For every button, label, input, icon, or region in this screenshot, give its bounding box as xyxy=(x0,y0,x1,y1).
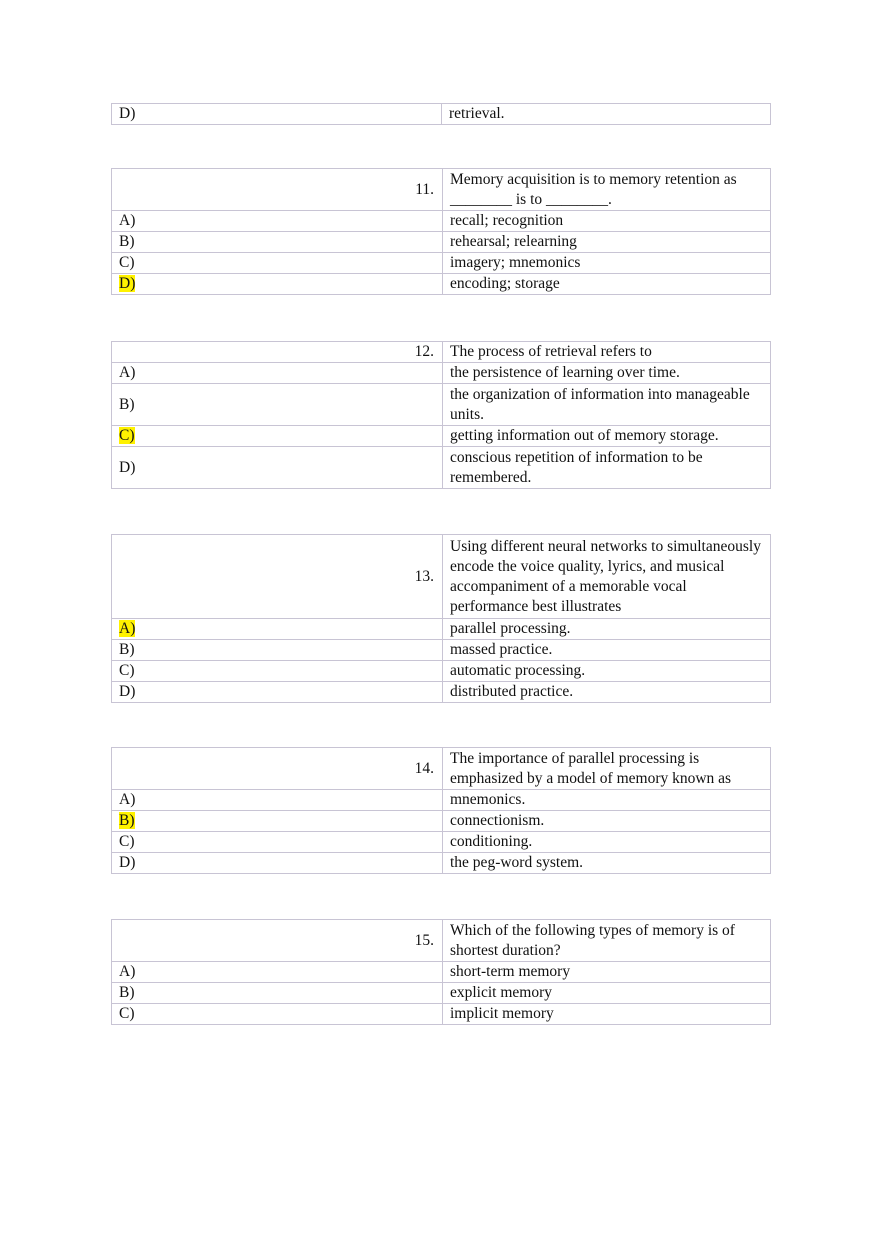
option-text: implicit memory xyxy=(443,1004,771,1025)
option-text: encoding; storage xyxy=(443,274,771,295)
option-letter: C) xyxy=(119,662,135,679)
option-text: automatic processing. xyxy=(443,661,771,682)
option-row xyxy=(112,447,771,489)
option-letter: D) xyxy=(112,104,442,125)
question-stem: The process of retrieval refers to xyxy=(443,342,771,363)
option-text: rehearsal; relearning xyxy=(443,232,771,253)
option-text: imagery; mnemonics xyxy=(443,253,771,274)
option-row xyxy=(112,811,771,832)
option-row xyxy=(112,426,771,447)
question-stem-row xyxy=(112,535,771,619)
option-row xyxy=(112,1004,771,1025)
question-11-table xyxy=(111,168,771,295)
option-text: explicit memory xyxy=(443,983,771,1004)
option-row xyxy=(112,363,771,384)
answer-highlight: C) xyxy=(119,427,135,444)
option-text: conscious repetition of information to be remembered. xyxy=(443,447,771,489)
option-row xyxy=(112,962,771,983)
question-stem: Using different neural networks to simultaneously encode the voice quality, lyrics, and musical accompaniment of a memorable vocal performance best illustrates xyxy=(443,535,771,619)
option-text: retrieval. xyxy=(442,104,771,125)
option-row xyxy=(112,853,771,874)
question-stem-row xyxy=(112,748,771,790)
option-row xyxy=(112,274,771,295)
option-row xyxy=(112,983,771,1004)
option-letter: B) xyxy=(119,984,135,1001)
question-13-table xyxy=(111,534,771,703)
option-letter: B) xyxy=(119,641,135,658)
question-stem-row xyxy=(112,342,771,363)
option-letter: C) xyxy=(119,833,135,850)
option-letter: A) xyxy=(119,791,136,808)
option-row xyxy=(112,682,771,703)
question-stem: The importance of parallel processing is emphasized by a model of memory known as xyxy=(443,748,771,790)
option-text: distributed practice. xyxy=(443,682,771,703)
option-row xyxy=(112,104,771,125)
option-letter: D) xyxy=(119,854,136,871)
question-number: 12. xyxy=(112,342,443,363)
question-15-table xyxy=(111,919,771,1025)
option-text: the peg-word system. xyxy=(443,853,771,874)
question-stem: Which of the following types of memory is of shortest duration? xyxy=(443,920,771,962)
option-text: recall; recognition xyxy=(443,211,771,232)
option-text: parallel processing. xyxy=(443,619,771,640)
option-letter: A) xyxy=(119,364,136,381)
question-number: 15. xyxy=(112,920,443,962)
question-stem-row xyxy=(112,169,771,211)
answer-highlight: A) xyxy=(119,620,136,637)
option-letter: A) xyxy=(119,963,136,980)
option-row xyxy=(112,232,771,253)
option-text: the organization of information into manageable units. xyxy=(443,384,771,426)
option-letter: B) xyxy=(119,395,135,413)
option-row xyxy=(112,619,771,640)
option-text: the persistence of learning over time. xyxy=(443,363,771,384)
option-text: massed practice. xyxy=(443,640,771,661)
option-row xyxy=(112,211,771,232)
option-letter: D) xyxy=(119,683,136,700)
answer-highlight: D) xyxy=(119,275,136,292)
question-stem: Memory acquisition is to memory retention as ________ is to ________. xyxy=(443,169,771,211)
option-text: connectionism. xyxy=(443,811,771,832)
option-letter: C) xyxy=(119,1005,135,1022)
option-text: conditioning. xyxy=(443,832,771,853)
question-number: 11. xyxy=(112,169,443,211)
question-number: 14. xyxy=(112,748,443,790)
option-letter: B) xyxy=(119,233,135,250)
option-letter: D) xyxy=(119,458,136,476)
question-stem-row xyxy=(112,920,771,962)
option-letter: C) xyxy=(119,254,135,271)
answer-highlight: B) xyxy=(119,812,135,829)
question-10-tail-table xyxy=(111,103,771,125)
option-row xyxy=(112,661,771,682)
option-row xyxy=(112,832,771,853)
option-row xyxy=(112,640,771,661)
option-letter: A) xyxy=(119,212,136,229)
option-text: mnemonics. xyxy=(443,790,771,811)
option-row xyxy=(112,384,771,426)
option-text: short-term memory xyxy=(443,962,771,983)
question-number: 13. xyxy=(112,535,443,619)
question-14-table xyxy=(111,747,771,874)
option-text: getting information out of memory storage. xyxy=(443,426,771,447)
option-row xyxy=(112,790,771,811)
option-row xyxy=(112,253,771,274)
question-12-table xyxy=(111,341,771,489)
